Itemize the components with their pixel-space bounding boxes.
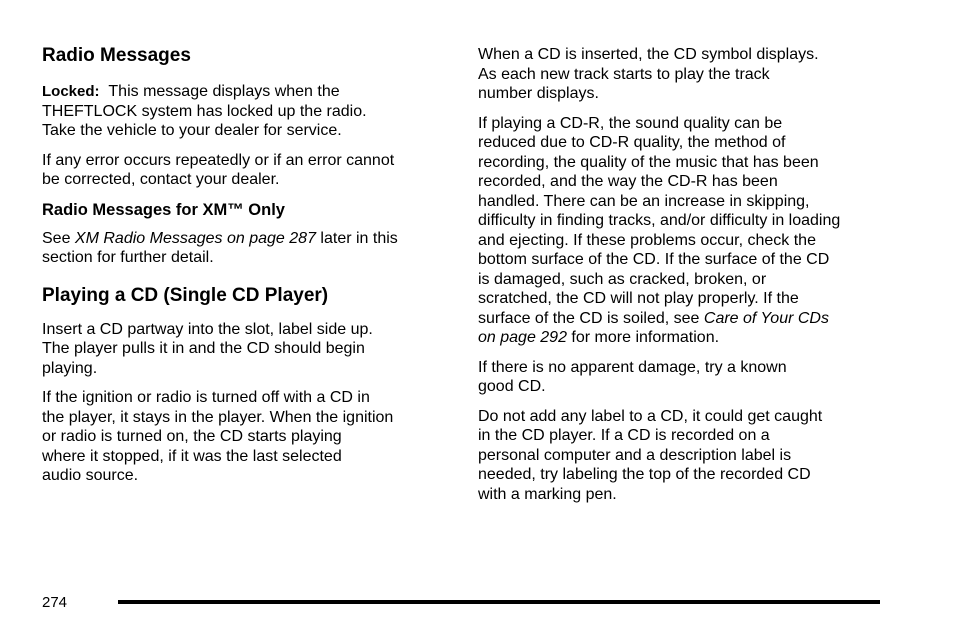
footer-rule [118, 600, 880, 604]
paragraph-cd-symbol [478, 45, 888, 104]
paragraph-error [42, 151, 452, 190]
paragraph-ignition [42, 388, 452, 486]
error-text-2: be corrected, contact your dealer. [42, 171, 280, 188]
paragraph-see-xm [42, 229, 452, 268]
heading-radio-messages: Radio Messages [42, 45, 191, 66]
cd-symbol-text-1: When a CD is inserted, the CD symbol displays. [478, 46, 819, 63]
cd-r-text-11: surface of the CD is soiled, see [478, 309, 704, 327]
locked-label: Locked: [42, 83, 100, 100]
ignition-text-3: or radio is turned on, the CD starts playing [42, 428, 342, 445]
paragraph-no-label [478, 407, 888, 505]
heading-playing-cd: Playing a CD (Single CD Player) [42, 284, 329, 306]
no-damage-text-2: good CD. [478, 378, 546, 395]
cd-r-text-5: handled. There can be an increase in skipping, [478, 192, 810, 210]
paragraph-cd-r [478, 114, 888, 348]
locked-text-3: Take the vehicle to your dealer for service. [42, 122, 342, 139]
ignition-text-5: audio source. [42, 467, 139, 484]
care-of-cds-reference-link[interactable]: Care of Your CDs [703, 309, 829, 327]
cd-r-text-6: difficulty in finding tracks, and/or difficulty in loading [478, 212, 841, 229]
xm-messages-reference-link[interactable]: XM Radio Messages on page 287 [74, 229, 316, 247]
no-label-text-1: Do not add any label to a CD, it could get caught [478, 407, 823, 425]
see-prefix: See [42, 229, 75, 247]
cd-r-text-4: recorded, and the way the CD-R has been [478, 173, 778, 190]
insert-text-2: The player pulls it in and the CD should begin [42, 340, 365, 357]
no-label-text-2: in the CD player. If a CD is recorded on a [478, 427, 770, 444]
paragraph-insert [42, 320, 452, 379]
cd-symbol-text-3: number displays. [478, 85, 599, 102]
paragraph-locked [42, 82, 452, 141]
insert-text-3: playing. [42, 359, 98, 377]
cd-r-text-10: scratched, the CD will not play properly. If the [478, 290, 799, 307]
insert-text-1: Insert a CD partway into the slot, label side up. [42, 320, 373, 338]
no-label-text-3: personal computer and a description label is [478, 446, 792, 464]
cd-r-text-7: and ejecting. If these problems occur, check the [478, 231, 816, 249]
heading-xm-messages: Radio Messages for XM™ Only [42, 200, 285, 219]
care-of-cds-page-link[interactable]: on page 292 [478, 329, 567, 346]
cd-r-text-9: is damaged, such as cracked, broken, or [478, 270, 767, 288]
locked-text-1: This message displays when the [108, 83, 340, 100]
ignition-text-4: where it stopped, if it was the last selected [42, 447, 342, 465]
ignition-text-2: the player, it stays in the player. When the ignition [42, 408, 394, 426]
locked-text-2: THEFTLOCK system has locked up the radio. [42, 102, 367, 120]
cd-r-text-8: bottom surface of the CD. If the surface of the CD [478, 251, 830, 268]
ignition-text-1: If the ignition or radio is turned off with a CD in [42, 389, 370, 406]
cd-r-text-3: recording, the quality of the music that has been [478, 153, 819, 171]
cd-symbol-text-2: As each new track starts to play the track [478, 65, 770, 83]
no-label-text-4: needed, try labeling the top of the recorded CD [478, 466, 811, 483]
see-suffix: later in this [315, 229, 398, 247]
no-label-text-5: with a marking pen. [478, 485, 617, 503]
page-number: 274 [42, 594, 68, 611]
no-damage-text-1: If there is no apparent damage, try a known [478, 358, 787, 376]
right-column [478, 45, 888, 514]
cd-r-text-12: for more information. [566, 329, 720, 346]
cd-r-text-1: If playing a CD-R, the sound quality can be [478, 114, 783, 132]
paragraph-no-damage [478, 358, 888, 397]
see-text-2: section for further detail. [42, 249, 214, 266]
error-text-1: If any error occurs repeatedly or if an error cannot [42, 151, 395, 169]
left-column [42, 44, 452, 496]
cd-r-text-2: reduced due to CD-R quality, the method of [478, 134, 786, 151]
